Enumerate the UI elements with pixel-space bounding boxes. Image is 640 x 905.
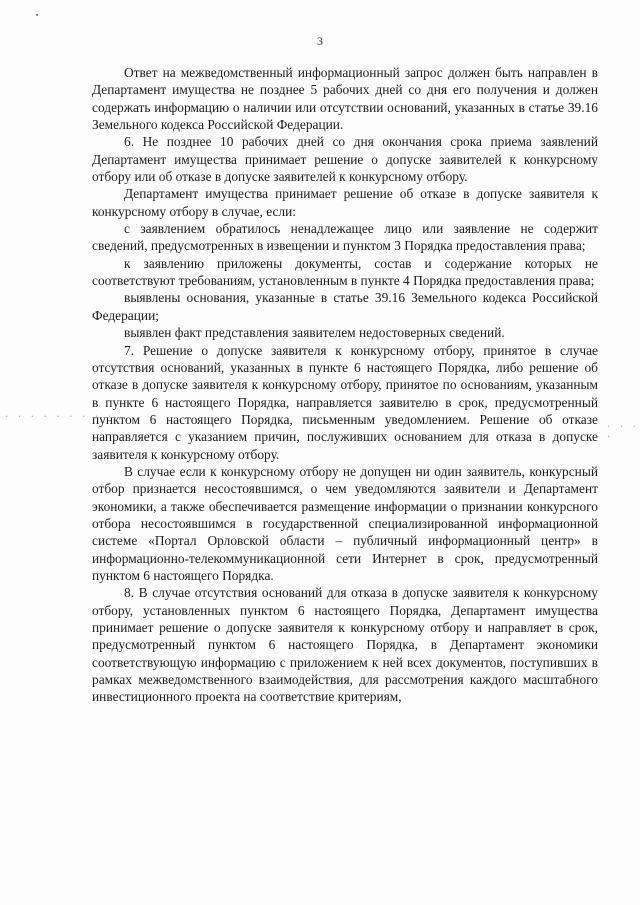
scan-speck [36,14,38,16]
document-body [92,64,598,706]
paragraph-5: к заявлению приложены документы, состав и содержание которых не соответствуют требованиям, установленным в пункте 4 Порядка предоставления права; [92,255,598,289]
paragraph-4: с заявлением обратилось ненадлежащее лицо или заявление не содержит сведений, предусмотренных в извещении и пунктом 3 Порядка предоставления права; [92,221,598,254]
paragraph-10: 8. В случае отсутствия оснований для отказа в допуске заявителя к конкурсному отбору, установленных пунктом 6 настоящего Порядка, Департамент имущества принимает решение о допуске заявителя к конкурсному отбору и направляет в срок, предусмотренный пунктом 6 настоящего Порядка, в Департамент экономики соответствующую информацию с приложением к ней всех документов, поступивших в рамках межведомственного взаимодействия, для рассмотрения каждого масштабного инвестиционного проекта на соответствие критериям, [92,585,598,705]
scan-dots-right: . . . . [606,420,639,440]
paragraph-8: 7. Решение о допуске заявителя к конкурсному отбору, принятое в случае отсутствия оснований, указанных в пункте 6 настоящего Порядка, либо решение об отказе в допуске заявителя к конкурсному отбору, принятое по основаниям, указанным в пункте 6 настоящего Порядка, направляется заявителю в срок, предусмотренный пунктом 6 настоящего Порядка, письменным уведомлением. Решение об отказе направляется с указанием причин, послуживших основанием для отказа в допуске заявителя к конкурсному отбору. [92,342,598,462]
paragraph-9: В случае если к конкурсному отбору не допущен ни один заявитель, конкурсный отбор признается несостоявшимся, о чем уведомляются заявители и Департамент экономики, а также обеспечивается размещение информации о признании конкурсного отбора несостоявшимся в государственной специализированной информационной системе «Портал Орловской области – публичный информационный центр» в информационно-телекоммуникационной сети Интернет в срок, предусмотренный пунктом 6 настоящего Порядка. [92,463,598,583]
paragraph-6: выявлены основания, указанные в статье 39.16 Земельного кодекса Российской Федерации; [92,290,598,323]
paragraph-7: выявлен факт представления заявителем недостоверных сведений. [124,325,505,341]
paragraph-1: Ответ на межведомственный информационный запрос должен быть направлен в Департамент имущества не позднее 5 рабочих дней со дня его получения и должен содержать информацию о наличии или отсутствии оснований, указанных в статье 39.16 Земельного кодекса Российской Федерации. [92,65,598,133]
page-number: 3 [317,34,323,48]
paragraph-3: Департамент имущества принимает решение об отказе в допуске заявителя к конкурсному отбору в случае, если: [92,186,598,219]
paragraph-2: 6. Не позднее 10 рабочих дней со дня окончания срока приема заявлений Департамент имущества принимает решение о допуске заявителей к конкурсному отбору или об отказе в допуске заявителей к конкурсному отбору. [92,134,598,185]
scan-dots-left: . . . . . . . . . [4,410,114,420]
